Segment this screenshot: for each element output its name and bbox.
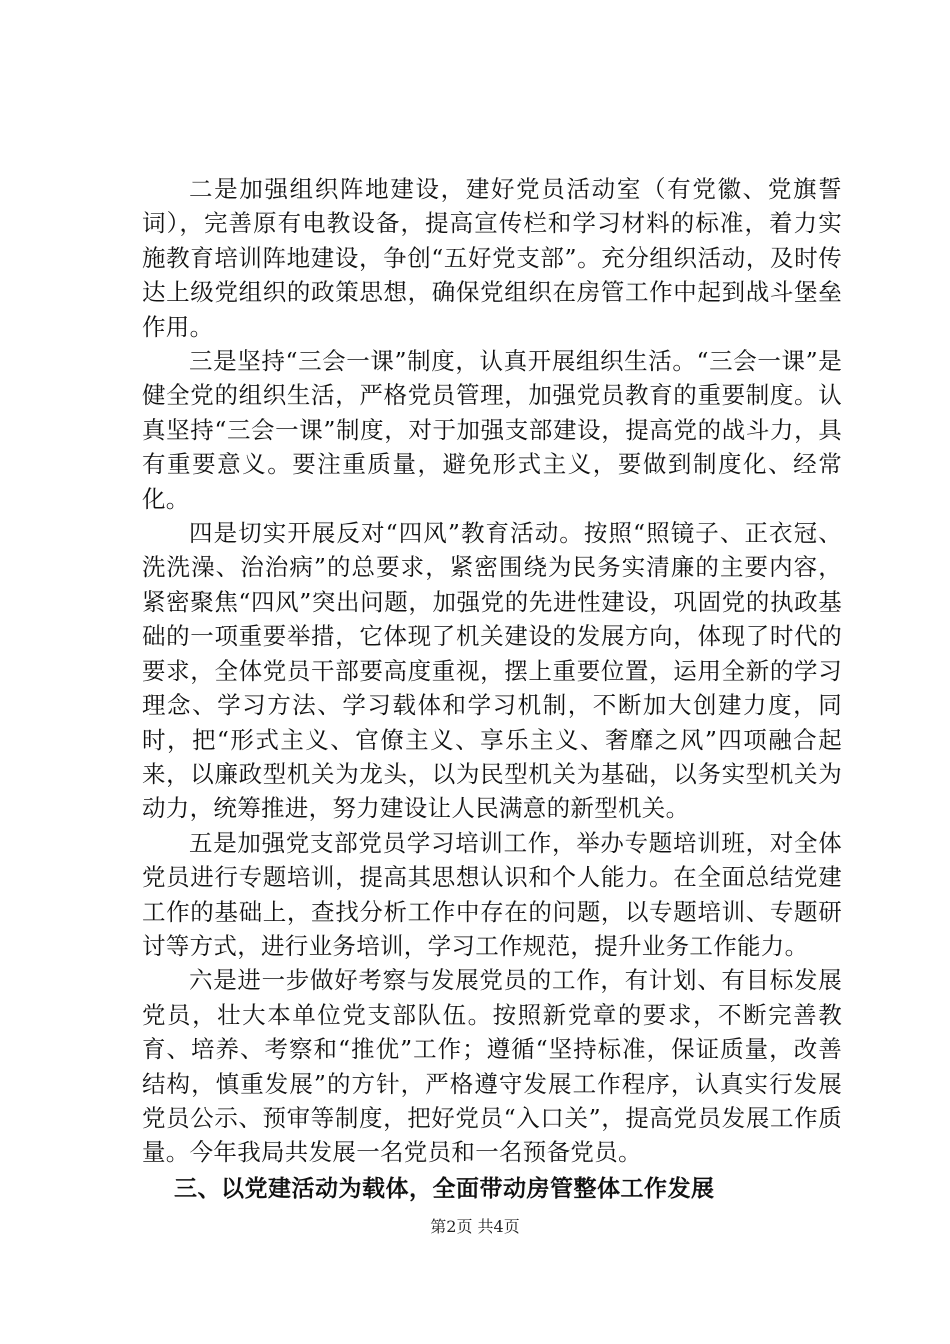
document-body [142, 172, 842, 1206]
paragraph-three: 三是坚持“三会一课”制度，认真开展组织生活。“三会一课”是健全党的组织生活，严格党员管理，加强党员教育的重要制度。认真坚持“三会一课”制度，对于加强支部建设，提高党的战斗力，具有重要意义。要注重质量，避免形式主义，要做到制度化、经常化。 [142, 347, 842, 513]
paragraph-six: 六是进一步做好考察与发展党员的工作，有计划、有目标发展党员，壮大本单位党支部队伍。按照新党章的要求，不断完善教育、培养、考察和“推优”工作；遵循“坚持标准，保证质量，改善结构，慎重发展”的方针，严格遵守发展工作程序，认真实行发展党员公示、预审等制度，把好党员“入口关”，提高党员发展工作质量。今年我局共发展一名党员和一名预备党员。 [142, 966, 842, 1167]
section-heading: 三、以党建活动为载体，全面带动房管整体工作发展 [174, 1175, 715, 1202]
paragraph-two: 二是加强组织阵地建设，建好党员活动室（有党徽、党旗誓词），完善原有电教设备，提高宣传栏和学习材料的标准，着力实施教育培训阵地建设，争创“五好党支部”。充分组织活动，及时传达上级党组织的政策思想，确保党组织在房管工作中起到战斗堡垒作用。 [142, 175, 842, 341]
page-footer [0, 1217, 950, 1237]
paragraph-five: 五是加强党支部党员学习培训工作，举办专题培训班，对全体党员进行专题培训，提高其思想认识和个人能力。在全面总结党建工作的基础上，查找分析工作中存在的问题，以专题培训、专题研讨等方式，进行业务培训，学习工作规范，提升业务工作能力。 [142, 828, 842, 960]
paragraph-four: 四是切实开展反对“四风”教育活动。按照“照镜子、正衣冠、洗洗澡、治治病”的总要求，紧密围绕为民务实清廉的主要内容，紧密聚焦“四风”突出问题，加强党的先进性建设，巩固党的执政基础的一项重要举措，它体现了机关建设的发展方向，体现了时代的要求，全体党员干部要高度重视，摆上重要位置，运用全新的学习理念、学习方法、学习载体和学习机制，不断加大创建力度，同时，把“形式主义、官僚主义、享乐主义、奢靡之风”四项融合起来，以廉政型机关为龙头，以为民型机关为基础，以务实型机关为动力，统筹推进，努力建设让人民满意的新型机关。 [142, 519, 842, 823]
page-number: 第2页 共4页 [430, 1217, 520, 1236]
